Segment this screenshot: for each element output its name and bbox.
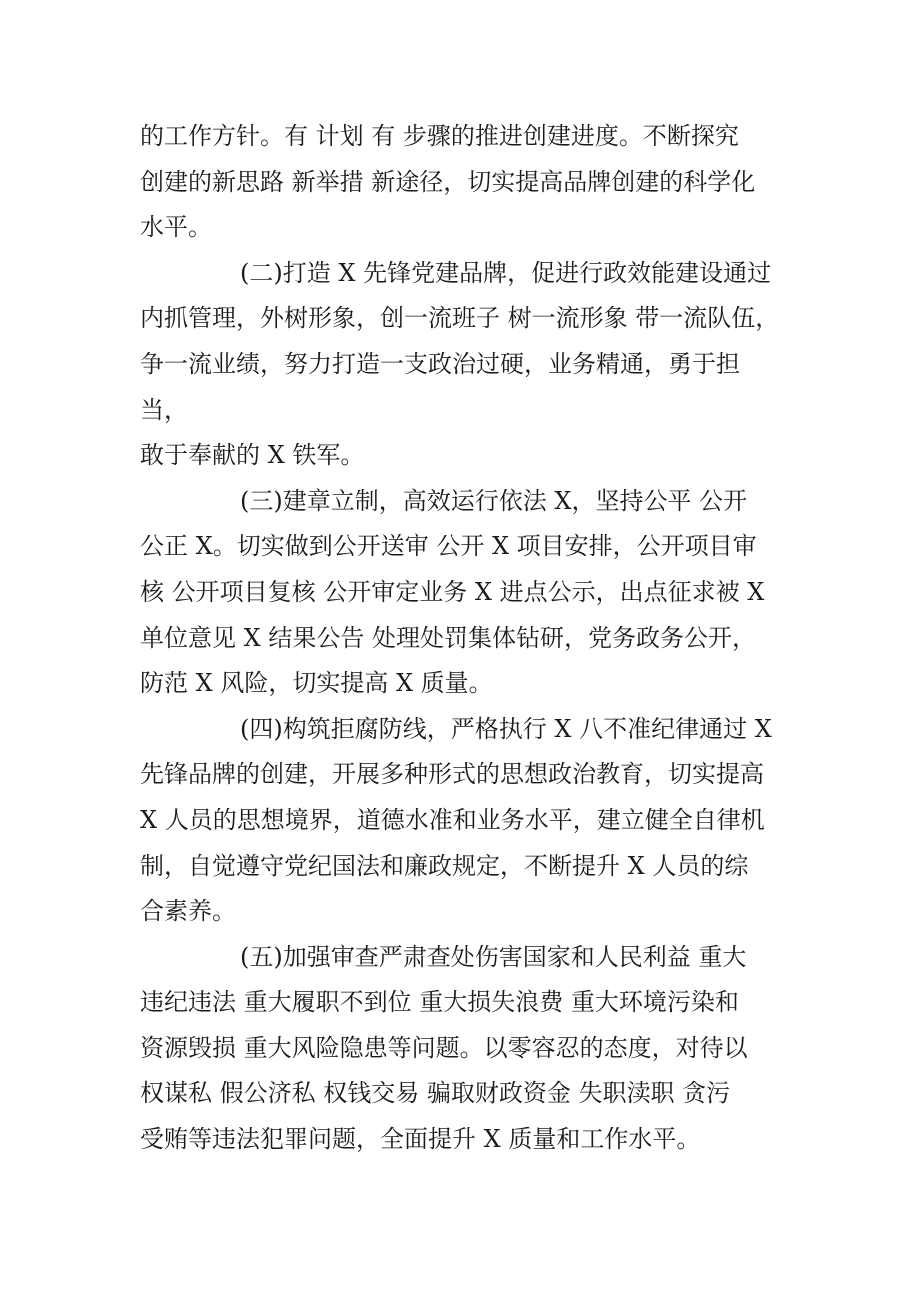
text-line: 权谋私 假公济私 权钱交易 骗取财政资金 失职渎职 贪污 (140, 1079, 731, 1108)
paragraph-section-4 (140, 707, 785, 935)
text-line: 合素养。 (140, 897, 236, 926)
paragraph-section-5 (140, 935, 785, 1163)
text-line: 内抓管理，外树形象，创一流班子 树一流形象 带一流队伍， (140, 304, 780, 333)
text-line: 单位意见 X 结果公告 处理处罚集体钻研，党务政务公开， (140, 623, 756, 652)
text-line: 核 公开项目复核 公开审定业务 X 进点公示，出点征求被 X (140, 577, 765, 606)
text-line: 资源毁损 重大风险隐患等问题。以零容忍的态度，对待以 (140, 1033, 748, 1062)
text-line: 的工作方针。有 计划 有 步骤的推进创建进度。不断探究 (140, 122, 739, 150)
document-body (140, 114, 785, 1163)
text-line: 先锋品牌的创建，开展多种形式的思想政治教育，切实提高 (140, 760, 764, 789)
text-line: 制，自觉遵守党纪国法和廉政规定，不断提升 X 人员的综 (140, 851, 749, 880)
paragraph-continuation (140, 114, 785, 251)
text-line: 争一流业绩，努力打造一支政治过硬，业务精通，勇于担当， (140, 349, 740, 424)
paragraph-section-3 (140, 479, 785, 707)
text-line: (五)加强审查严肃查处伤害国家和人民利益 重大 (240, 942, 747, 971)
text-line: (三)建章立制，高效运行依法 X，坚持公平 公开 (240, 486, 748, 515)
text-line: 创建的新思路 新举措 新途径，切实提高品牌创建的科学化 (140, 167, 756, 196)
text-line: (二)打造 X 先锋党建品牌，促进行政效能建设通过 (240, 258, 772, 287)
paragraph-section-2 (140, 251, 785, 479)
text-line: 水平。 (140, 213, 212, 242)
text-line: 违纪违法 重大履职不到位 重大损失浪费 重大环境污染和 (140, 988, 739, 1017)
text-line: 公正 X。切实做到公开送审 公开 X 项目安排，公开项目审 (140, 532, 757, 561)
text-line: 防范 X 风险，切实提高 X 质量。 (140, 669, 493, 698)
text-line: 受贿等违法犯罪问题，全面提升 X 质量和工作水平。 (140, 1125, 701, 1154)
text-line: (四)构筑拒腐防线，严格执行 X 八不准纪律通过 X (240, 714, 772, 743)
text-line: 敢于奉献的 X 铁军。 (140, 441, 365, 470)
text-line: X 人员的思想境界，道德水准和业务水平，建立健全自律机 (140, 805, 765, 834)
